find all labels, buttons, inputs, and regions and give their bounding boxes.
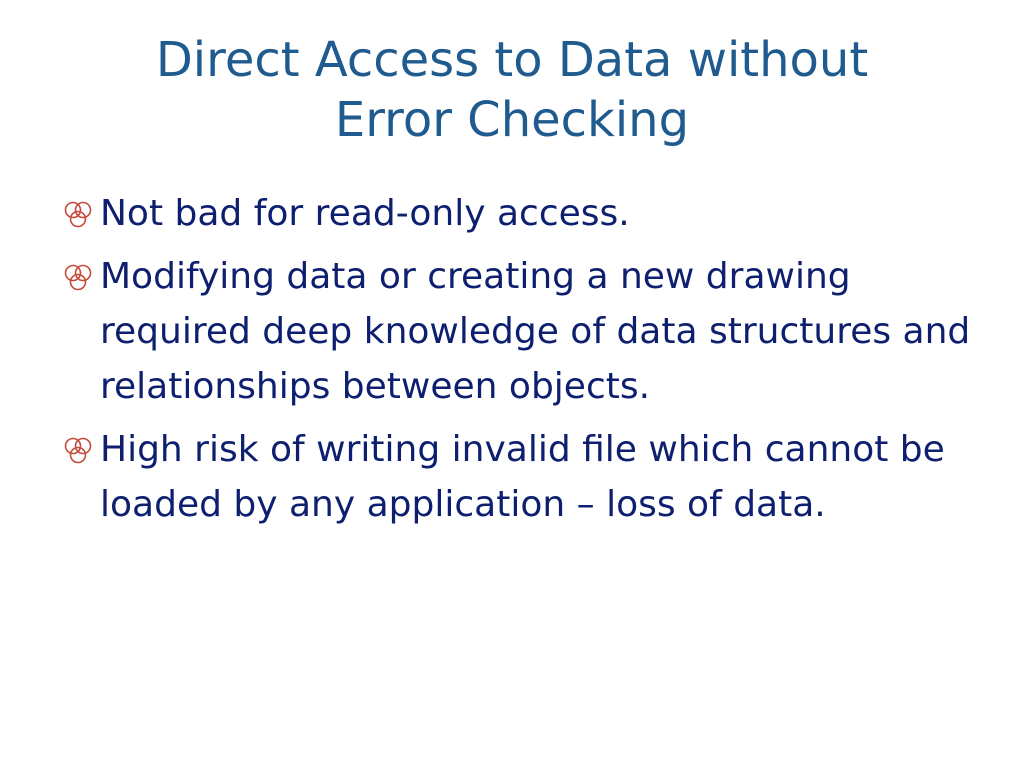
slide-title (60, 30, 964, 150)
slide-title-line-1: Direct Access to Data without (155, 32, 869, 88)
bullet-item (62, 422, 982, 532)
bullet-item (62, 249, 982, 414)
interlocking-rings-icon (62, 436, 98, 466)
bullet-text: High risk of writing invalid file which cannot be loaded by any application – loss of data. (100, 429, 945, 525)
bullet-text: Not bad for read-only access. (100, 193, 630, 234)
bullet-item (62, 186, 982, 241)
slide-title-line-2: Error Checking (334, 92, 690, 148)
bullet-text: Modifying data or creating a new drawing required deep knowledge of data structures and relationships between objects. (100, 256, 971, 407)
interlocking-rings-icon (62, 263, 98, 293)
bullet-list (62, 186, 982, 540)
interlocking-rings-icon (62, 200, 98, 230)
